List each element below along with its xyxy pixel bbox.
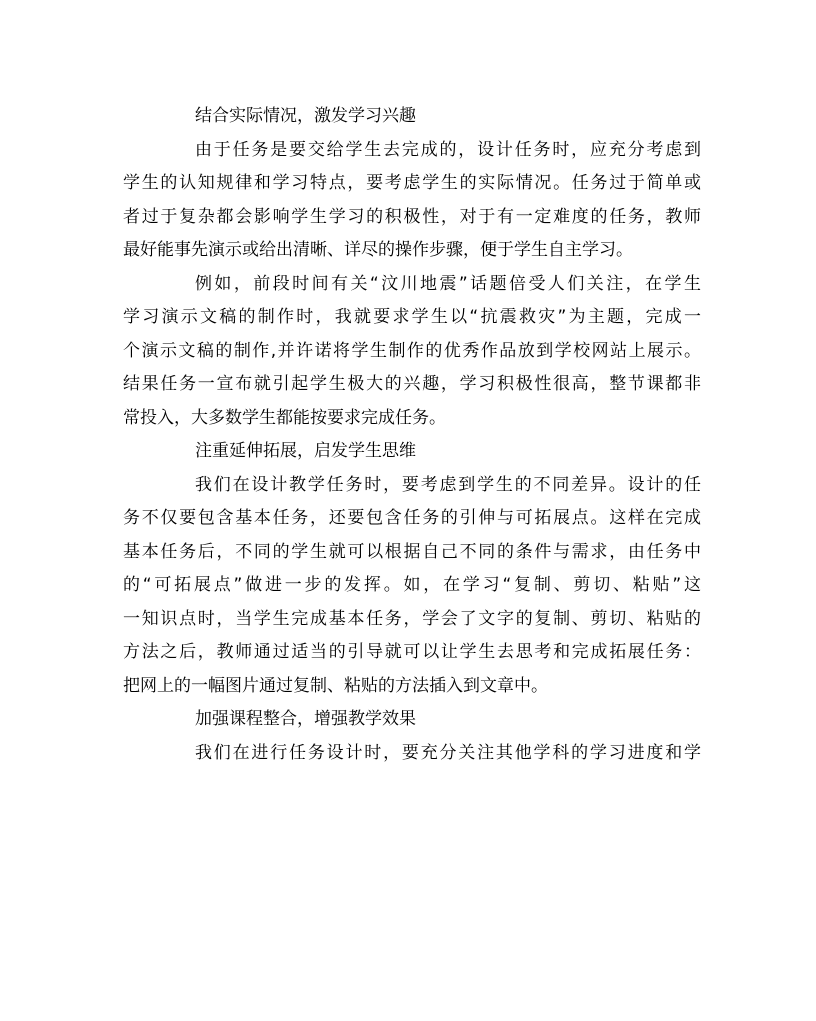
document-body [123, 100, 701, 770]
paragraph-line: 者过于复杂都会影响学生学习的积极性，对于有一定难度的任务，教师 [123, 206, 701, 227]
paragraph-line: 最好能事先演示或给出清晰、详尽的操作步骤，便于学生自主学习。 [123, 240, 633, 260]
section-heading: 加强课程整合，增强教学效果 [195, 709, 416, 729]
paragraph-line: 例如，前段时间有关“汶川地震”话题倍受人们关注，在学生 [195, 273, 701, 294]
paragraph-line: 学习演示文稿的制作时，我就要求学生以“抗震救灾”为主题，完成一 [123, 307, 701, 327]
paragraph-line: 方法之后，教师通过适当的引导就可以让学生去思考和完成拓展任务： [123, 642, 701, 662]
paragraph-line: 由于任务是要交给学生去完成的，设计任务时，应充分考虑到 [195, 139, 701, 160]
paragraph-line: 一知识点时，当学生完成基本任务，学会了文字的复制、剪切、粘贴的 [123, 608, 701, 629]
paragraph-line: 我们在设计教学任务时，要考虑到学生的不同差异。设计的任 [195, 474, 701, 495]
paragraph-line: 的“可拓展点”做进一步的发挥。如，在学习“复制、剪切、粘贴”这 [123, 575, 701, 595]
paragraph-line: 常投入，大多数学生都能按要求完成任务。 [123, 407, 446, 428]
section-heading: 注重延伸拓展，启发学生思维 [195, 441, 416, 461]
paragraph-line: 务不仅要包含基本任务，还要包含任务的引伸与可拓展点。这样在完成 [123, 508, 701, 528]
paragraph-line: 我们在进行任务设计时，要充分关注其他学科的学习进度和学 [195, 742, 701, 763]
paragraph-line: 学生的认知规律和学习特点，要考虑学生的实际情况。任务过于简单或 [123, 173, 701, 193]
paragraph-line: 基本任务后，不同的学生就可以根据自己不同的条件与需求，由任务中 [123, 541, 701, 562]
paragraph-line: 结果任务一宣布就引起学生极大的兴趣，学习积极性很高，整节课都非 [123, 374, 701, 394]
paragraph-line: 把网上的一幅图片通过复制、粘贴的方法插入到文章中。 [123, 675, 548, 696]
section-heading: 结合实际情况，激发学习兴趣 [195, 106, 416, 126]
paragraph-line: 个演示文稿的制作,并许诺将学生制作的优秀作品放到学校网站上展示。 [123, 340, 701, 361]
